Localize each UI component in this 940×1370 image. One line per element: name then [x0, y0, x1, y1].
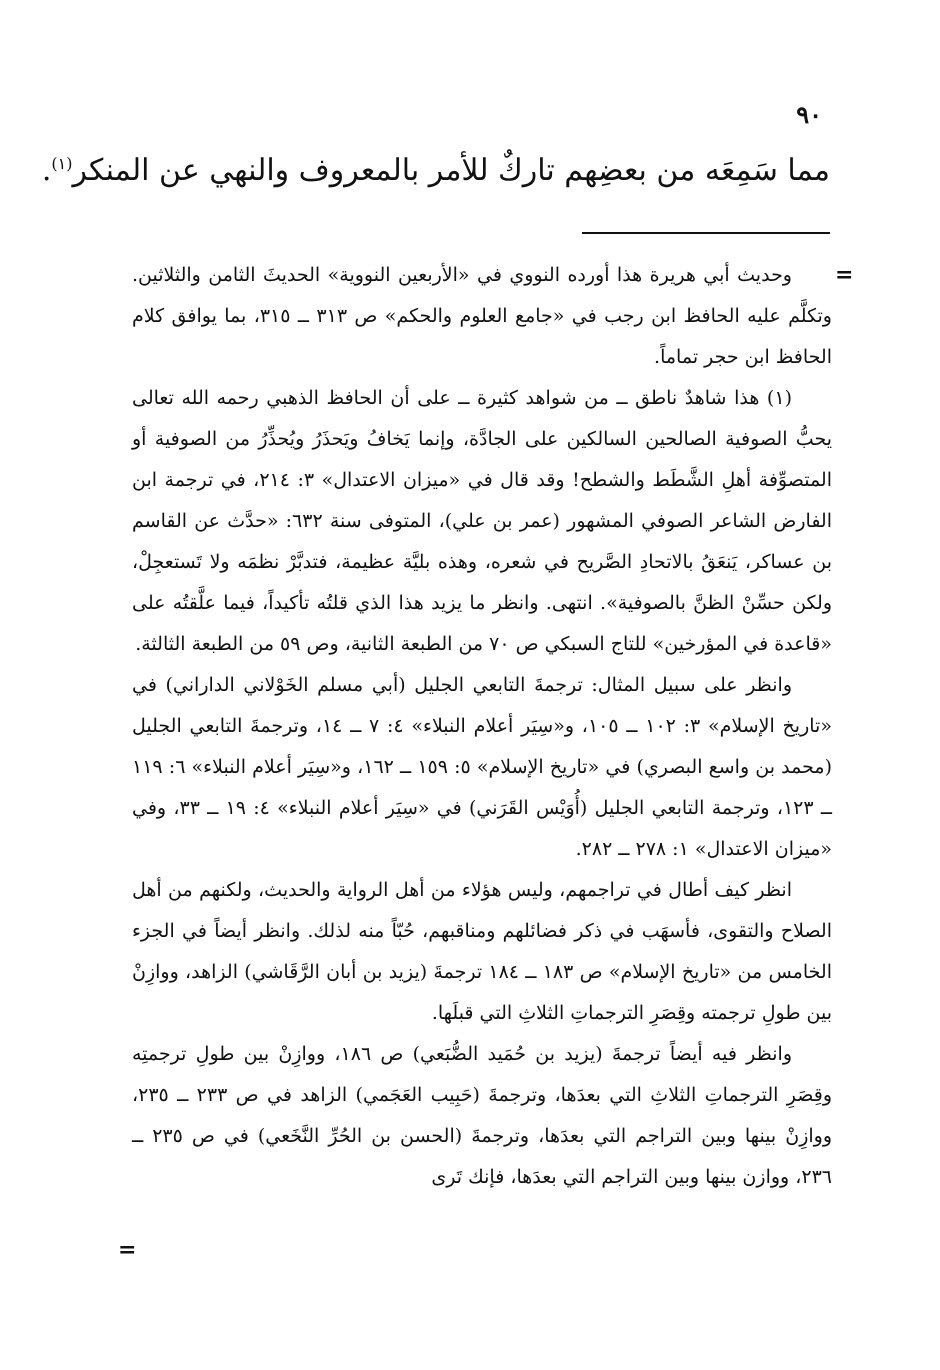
main-text-line — [41, 140, 830, 195]
footnote-paragraph: انظر كيف أطال في تراجمهم، وليس هؤلاء من أهل الرواية والحديث، ولكنهم من أهل الصلاح والتقوى، فأسهَب في ذكر فضائلهم ومناقبهم، حُبّاً منه لذلك. وانظر أيضاً في الجزء الخامس من «تاريخ الإسلام» ص ١٨٣ ــ ١٨٤ ترجمةَ (يزيد بن أبان الرَّقَاشي) الزاهد، ووازِنْ بين طولِ ترجمته وقِصَرِ الترجماتِ الثلاثِ التي قبلَها. — [132, 879, 832, 1024]
footnotes-block — [132, 255, 832, 1198]
footnote-paragraph: (١) هذا شاهدٌ ناطق ــ من شواهد كثيرة ــ على أن الحافظ الذهبي رحمه الله تعالى يحبُّ الصوفية الصالحين السالكين على الجادَّة، وإنما يَخافُ ويَحذَرُ ويُحذِّرُ من الصوفية أو المتصوِّفة أهلِ الشَّطَط والشطح! وقد قال في «ميزان الاعتدال» ٣: ٢١٤، في ترجمة ابن الفارض الشاعر الصوفي المشهور (عمر بن علي)، المتوفى سنة ٦٣٢: «حدَّث عن القاسم بن عساكر، يَنعَقُ بالاتحادِ الصَّريح في شعره، وهذه بليَّة عظيمة، فتدبَّرْ نظمَه ولا تَستعجِلْ، ولكن حسِّنْ الظنَّ بالصوفية». انتهى. وانظر ما يزيد هذا الذي قلتُه تأكيداً، فيما علَّقتُه على «قاعدة في المؤرخين» للتاج السبكي ص ٧٠ من الطبعة الثانية، وص ٥٩ من الطبعة الثالثة. — [132, 387, 832, 655]
footnote-divider — [582, 232, 830, 234]
page-number: ٩٠ — [796, 100, 822, 129]
continuation-mark-end: = — [118, 1237, 137, 1263]
footnote-ref: (١) — [51, 154, 73, 173]
footnote-paragraph: وحديث أبي هريرة هذا أورده النووي في «الأربعين النووية» الحديثَ الثامن والثلاثين. وتكلَّم عليه الحافظ ابن رجب في «جامع العلوم والحكم» ص ٣١٣ ــ ٣١٥، بما يوافق كلام الحافظ ابن حجر تماماً. — [132, 264, 832, 368]
footnote-paragraph: وانظر على سبيل المثال: ترجمةَ التابعي الجليل (أبي مسلم الخَوْلاني الداراني) في «تاريخ الإسلام» ٣: ١٠٢ ــ ١٠٥، و«سِيَر أعلام النبلاء» ٤: ٧ ــ ١٤، وترجمةَ التابعي الجليل (محمد بن واسع البصري) في «تاريخ الإسلام» ٥: ١٥٩ ــ ١٦٢، و«سِيَر أعلام النبلاء» ٦: ١١٩ ــ ١٢٣، وترجمة التابعي الجليل (أُوَيْس القَرَني) في «سِيَر أعلام النبلاء» ٤: ١٩ ــ ٣٣، وفي «ميزان الاعتدال» ١: ٢٧٨ ــ ٢٨٢. — [132, 674, 832, 860]
continuation-mark-start: = — [835, 262, 854, 288]
footnote-paragraph: وانظر فيه أيضاً ترجمةَ (يزيد بن حُمَيد الضُّبَعي) ص ١٨٦، ووازِنْ بين طولِ ترجمتِه وقِصَرِ الترجماتِ الثلاثِ التي بعدَها، وترجمةَ (حَبِيب العَجَمي) الزاهد في ص ٢٣٣ ــ ٢٣٥، ووازِنْ بينها وبين التراجم التي بعدَها، وترجمةَ (الحسن بن الحُرِّ النَّخَعي) في ص ٢٣٥ ــ ٢٣٦، ووازن بينها وبين التراجم التي بعدَها، فإنك تَرى — [132, 1043, 833, 1188]
main-text: مما سَمِعَه من بعضِهم تاركٌ للأمر بالمعروف والنهي عن المنكر — [72, 153, 830, 188]
main-text-end: . — [41, 153, 52, 188]
